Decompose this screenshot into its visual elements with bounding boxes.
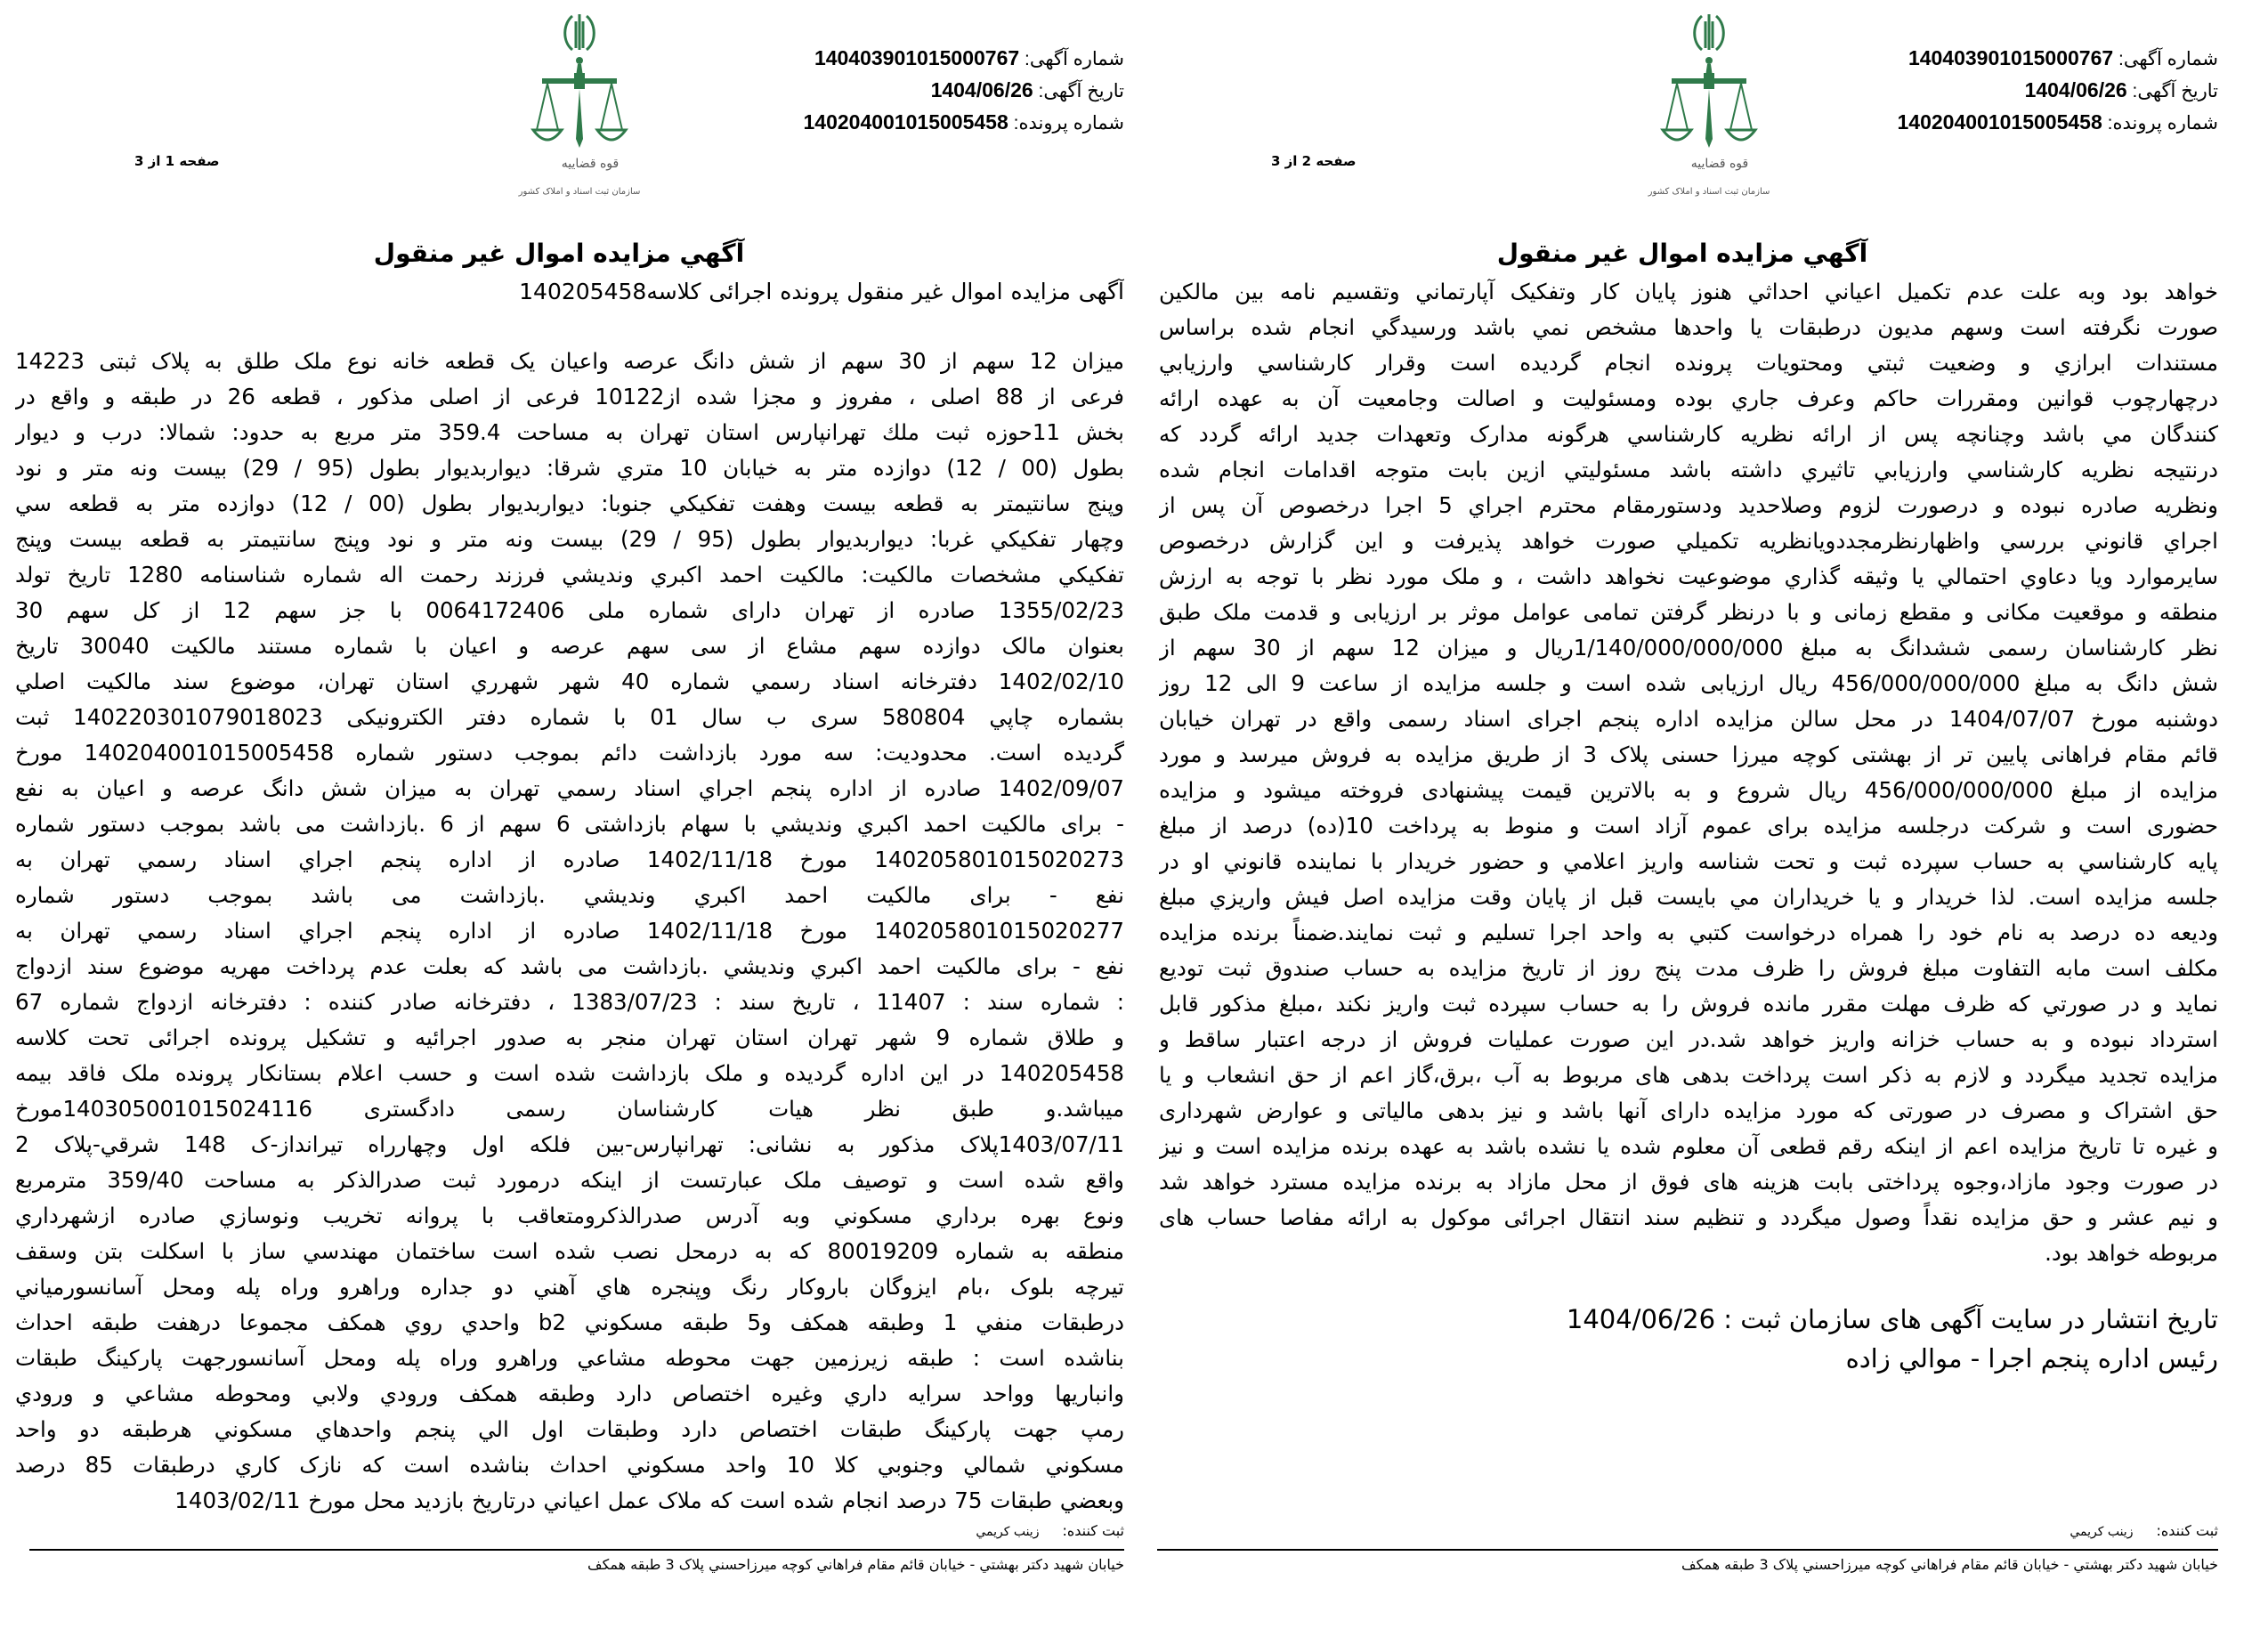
- logo-text-bottom: سازمان ثبت اسناد و املاک کشور: [518, 187, 641, 197]
- body-line: 1402/09/07 صادره از اداره پنجم اجراي اسناد رسمي تهران به میزان شش دانگ عرصه و اعیان به نفع: [15, 775, 1124, 801]
- notice-header: [1898, 43, 2218, 139]
- registrar-name: زینب کریمي: [2070, 1525, 2134, 1539]
- publish-label: تاریخ انتشار در سایت آگهی های سازمان ثبت :: [1723, 1304, 2218, 1334]
- body-line: مستندات ابرازي و وضعیت ثبتي ومحتویات پرونده انجام گردیده است وقرار کارشناسي وارزیابي: [1159, 350, 2218, 376]
- file-number-label: شماره پرونده:: [1013, 113, 1124, 134]
- body-line: وانباریها وواحد سرایه داري وغیره اختصاص دارد وطبقه همکف ورودي ولابي ومحوطه مشاعي و ورودي: [15, 1381, 1124, 1406]
- body-line: بشماره چاپي 580804 سری ب سال 01 با شماره دفتر الکترونیکی 140220301079018023 ثبت: [15, 704, 1124, 730]
- body-line: و نیم عشر و حق مزایده نقداً وصول میگردد و تنظیم سند انتقال اجرائی موکول به ارائه مفاصا حساب های: [1159, 1204, 2218, 1230]
- ad-number: 140403901015000767: [1908, 46, 2114, 69]
- logo-text-bottom: سازمان ثبت اسناد و املاک کشور: [1648, 187, 1770, 197]
- scales-of-justice-icon: [517, 5, 642, 201]
- registrar: [2070, 1522, 2218, 1539]
- notice-page-2: [1157, 0, 2218, 1629]
- registrar-name: زینب کریمي: [976, 1525, 1040, 1539]
- file-number: 140204001015005458: [803, 110, 1008, 134]
- file-number-label: شماره پرونده:: [2107, 113, 2218, 134]
- body-line: بخش 11حوزه ثبت ملك تهرانپارس استان تهران به مساحت 359.4 متر مربع به حدود: شمالا: درب و دیوار: [15, 419, 1124, 445]
- body-line: مزایده تجدید میگردد و لازم به ذکر است پرداخت بدهی های مربوط به آب ،برق،گاز اعم از حق انشعاب و یا: [1159, 1062, 2218, 1088]
- body-line: رمپ جهت پارکینگ طبقات اختصاص دارد وطبقات اول الي پنجم واحدهاي مسکوني هرطبقه دو واحد: [15, 1416, 1124, 1442]
- page-number: صفحه 1 از 3: [134, 153, 220, 169]
- ad-number-label: شماره آگهی:: [2118, 49, 2218, 69]
- body-line: نفع - برای مالکیت احمد اکبري وندیشي .بازداشت می باشد که بعلت عدم پرداخت مهریه موضوع سند ازدواج: [15, 953, 1124, 979]
- body-line: نظر کارشناسان رسمی ششدانگ به مبلغ 1/140/000/000/000ریال و میزان 12 سهم از 30 سهم از: [1159, 635, 2218, 661]
- body-line: حق اشتراک و مصرف در صورتی که مورد مزایده دارای آنها باشد و نیز بدهی مالیاتی و عوارض شهرداری: [1159, 1098, 2218, 1123]
- body-line: گردیده است. محدودیت: سه مورد بازداشت دائم بموجب دستور شماره 140204001015005458 مورخ: [15, 740, 1124, 766]
- body-line: - برای مالکیت احمد اکبري وندیشي با سهام بازداشتی 6 سهم از 6 .بازداشت می باشد بموجب دستور شماره: [15, 811, 1124, 837]
- notice-header: [804, 43, 1124, 139]
- body-line: وچهار تفکیکي غربا: دیواربدیوار بطول (95 / 29) بیست ونه متر و نود وپنج سانتیمتر به قطعه بیست وپنج: [15, 526, 1124, 552]
- footer-divider: [29, 1549, 1124, 1551]
- body-line: مزایده از مبلغ 456/000/000/000 ریال شروع و به بالاترین قیمت پیشنهادی فروخته میشود و مزایده: [1159, 777, 2218, 803]
- notice-lead: آگهی مزایده اموال غیر منقول پرونده اجرائی کلاسه140205458: [519, 279, 1124, 304]
- body-line: ونوع بهره برداري مسکوني وبه آدرس صدرالذکرومتعاقب با پروانه تخریب ونوسازي صادره ازشهرداري: [15, 1203, 1124, 1228]
- body-line: میباشد.و طبق نظر هیات کارشناسان رسمی دادگستری 140305001015024116مورخ: [15, 1096, 1124, 1122]
- body-line: درطبقات منفي 1 وطبقه همکف و5 طبقه مسکوني b2 واحدي روي همکف مجموعا درهفت طبقه احداث: [15, 1309, 1124, 1335]
- body-line: 140205458 در این اداره گردیده و ملک بازداشت شده است و حسب اعلام بستانکار پرونده ملک فاقد بیمه: [15, 1060, 1124, 1086]
- body-line: و طلاق شماره 9 شهر تهران استان تهران منجر به صدور اجرائیه و تشکیل پرونده اجرائی تحت کلاسه: [15, 1025, 1124, 1050]
- body-line: 140205801015020277 مورخ 1402/11/18 صادره از اداره پنجم اجراي اسناد رسمي تهران به: [15, 918, 1124, 944]
- body-line: دوشنبه مورخ 1404/07/07 در محل سالن مزایده اداره پنجم اجرای اسناد رسمی واقع در تهران خیابان: [1159, 706, 2218, 732]
- body-line: میزان 12 سهم از 30 سهم از شش دانگ عرصه واعیان یک قطعه خانه نوع ملک طلق به پلاک ثبتی 14223: [15, 348, 1124, 374]
- page-title: آگهي مزايده اموال غير منقول: [373, 239, 745, 268]
- footer-divider: [1157, 1549, 2218, 1551]
- publish-date: 1404/06/26: [1566, 1304, 1716, 1334]
- body-line: مسکوني شمالي وجنوبي کلا 10 واحد مسکوني احداث بناشده است که نازک کاري درطبقات 85 درصد: [15, 1452, 1124, 1478]
- ad-number-label: شماره آگهی:: [1025, 49, 1124, 69]
- ad-date-label: تاریخ آگهی:: [1038, 81, 1124, 101]
- body-line: درچهارچوب قوانین ومقررات حاکم وعرف جاري بوده ومسئولیت و اصالت وجامعیت آن به عهده ارائه: [1159, 385, 2218, 411]
- body-line: در صورت وجود مازاد،وجوه پرداختی بابت هزینه های فوق از محل مازاد به برنده مزایده مسترد خواهد شد: [1159, 1169, 2218, 1195]
- page-number: صفحه 2 از 3: [1271, 153, 1357, 169]
- body-line: 1402/02/10 دفترخانه اسناد رسمي شماره 40 شهر شهرري استان تهران، موضوع سند مالکیت اصلي: [15, 669, 1124, 694]
- body-line: نفع - برای مالکیت احمد اکبري وندیشي .بازداشت می باشد بموجب دستور شماره: [15, 882, 1124, 908]
- notice-body: [15, 274, 1124, 1519]
- publication-info: [1567, 1300, 2218, 1378]
- signatory: رئیس اداره پنجم اجرا - موالي زاده: [1845, 1343, 2218, 1374]
- body-line: بعنوان مالک دوازده سهم مشاع از سی سهم عرصه و اعیان با شماره مستند مالکیت 30040 تاریخ: [15, 633, 1124, 659]
- scales-of-justice-icon: [1647, 5, 1771, 201]
- logo-text-top: قوه قضاییه: [561, 157, 620, 171]
- body-line: مربوطه خواهد بود.: [2045, 1240, 2218, 1266]
- body-line: ونظریه صادره نبوده و درصورت لزوم وصلاحدید ودستورمقام محترم اجراي 5 اجرا درخصوص آن پس از: [1159, 492, 2218, 518]
- notice-body: [1159, 274, 2218, 1271]
- body-line: فرعی از 88 اصلی ، مفروز و مجزا شده از10122 فرعی از اصلی مذکور ، قطعه 26 در طبقه و واقع در: [15, 384, 1124, 409]
- ad-date-label: تاریخ آگهی:: [2132, 81, 2218, 101]
- page-title: آگهي مزايده اموال غير منقول: [1496, 239, 1868, 268]
- logo-text-top: قوه قضاییه: [1690, 157, 1749, 171]
- body-line: مکلف است مابه التفاوت مبلغ فروش را ظرف مدت پنج روز از تاریخ مزایده به حساب صندوق ثبت تودیع: [1159, 955, 2218, 981]
- ad-date: 1404/06/26: [2024, 78, 2127, 101]
- body-line: پایه کارشناسي به حساب سپرده ثبت و تحت شناسه واریز اعلامي و حضور خریدار با نماینده قانوني او در: [1159, 848, 2218, 874]
- registrar: [976, 1522, 1124, 1539]
- judiciary-logo: [517, 5, 642, 201]
- body-line: تفکیکي مشخصات مالکیت: مالکیت احمد اکبري وندیشي فرزند رحمت اله شماره شناسنامه 1280 تاریخ تولد: [15, 562, 1124, 588]
- body-line: ودیعه ده درصد به نام خود را همراه درخواست کتبي به واحد اجرا تسلیم و ثبت نمایند.ضمناً برنده مزایده: [1159, 920, 2218, 945]
- office-address: خیابان شهید دکتر بهشتي - خیابان قائم مقام فراهاني کوچه میرزاحسني پلاک 3 طبقه همکف: [1681, 1556, 2218, 1573]
- judiciary-logo: [1647, 5, 1771, 201]
- body-line: : شماره سند : 11407 ، تاریخ سند : 1383/07/23 ، دفترخانه صادر کننده : دفترخانه ازدواج شماره 67: [15, 989, 1124, 1015]
- body-line: درنتیجه نظریه کارشناسي وارزیابي تاثیري داشته باشد مسئولیتي ازین بابت متوجه اقدامات انجام شده: [1159, 457, 2218, 482]
- body-line: قائم مقام فراهانی پایین تر از بهشتی کوچه میرزا حسنی پلاک 3 از طریق مزایده به فروش میرسد و مورد: [1159, 742, 2218, 767]
- body-line: واقع شده است و توصیف ملک عبارتست از اینکه درمورد ثبت صدرالذکر به مساحت 359/40 مترمربع: [15, 1167, 1124, 1193]
- body-line: جلسه مزایده است. لذا خریدار و یا خریداران مي بایست قبل از پایان وقت مزایده اصل فیش واریزي مبلغ: [1159, 884, 2218, 910]
- body-line: بطول (00 / 12) دوازده متر به خیابان 10 متري شرقا: دیواربدیوار بطول (95 / 29) بیست ونه متر و نود: [15, 455, 1124, 481]
- body-line: صورت نگرفته است وسهم مدیون درطبقات یا واحدها مشخص نمي باشد ورسیدگي انجام شده براساس: [1159, 314, 2218, 340]
- body-line: 1355/02/23 صادره از تهران دارای شماره ملی 0064172406 با جز سهم 12 از کل سهم 30: [15, 597, 1124, 623]
- body-line: نماید و در صورتي که ظرف مهلت مقرر مانده فروش را به حساب سپرده ثبت واریز نکند ،مبلغ مذکور قابل: [1159, 991, 2218, 1017]
- body-line: اجراي قانوني بررسي واظهارنظرمجددویانظریه تکمیلي صورت خواهد پذیرفت و این گزارش درخصوص: [1159, 528, 2218, 554]
- body-line: منطقه و موقعیت مکانی و مقطع زمانی و با درنظر گرفتن تمامی عوامل موثر بر ارزیابی و قدمت ملک طبق: [1159, 599, 2218, 625]
- ad-date: 1404/06/26: [930, 78, 1033, 101]
- file-number: 140204001015005458: [1897, 110, 2102, 134]
- body-line: کنندگان مي باشد وچنانچه پس از ارائه نظریه کارشناسي هرگونه مدارک وتعهدات جدید ارائه گردد که: [1159, 421, 2218, 447]
- office-address: خیابان شهید دکتر بهشتي - خیابان قائم مقام فراهاني کوچه میرزاحسني پلاک 3 طبقه همکف: [587, 1556, 1124, 1573]
- body-line: وبعضي طبقات 75 درصد انجام شده است که ملاک عمل اعیاني درتاریخ بازدید محل مورخ 1403/02/11: [174, 1487, 1124, 1513]
- body-line: وپنج سانتیمتر به قطعه بیست وهفت تفکیکي جنوبا: دیواربدیوار بطول (00 / 12) دوازده متر به قطعه سي: [15, 490, 1124, 516]
- notice-page-1: [12, 0, 1124, 1629]
- body-line: بناشده است : طبقه زیرزمین جهت محوطه مشاعي وراهرو وراه پله ومحل آسانسورجهت پارکینگ طبقات: [15, 1345, 1124, 1371]
- body-line: حضوری است و شرکت درجلسه مزایده برای عموم آزاد است و منوط به پرداخت 10(ده) درصد از مبلغ: [1159, 813, 2218, 839]
- body-line: تیرچه بلوک ،بام ایزوگان باروکار رنگ وپنجره هاي آهني دو جداره وراهرو وراه پله ومحل آسانسورمیاني: [15, 1274, 1124, 1300]
- body-line: و غیره تا تاریخ مزایده اعم از اینکه رقم قطعی آن معلوم شده یا نشده باشد به عهده برنده مزایده است و نیز: [1159, 1133, 2218, 1159]
- body-line: سایرموارد ویا دعاوي احتمالي یا وثیقه گذاري موضوعیت نخواهد داشت ، و ملک مورد نظر با توجه به ارزش: [1159, 563, 2218, 589]
- body-line: استرداد نبوده و به حساب خزانه واریز خواهد شد.در این صورت عملیات فروش از درجه اعتبار ساقط و: [1159, 1026, 2218, 1052]
- body-line: خواهد بود وبه علت عدم تکمیل اعیاني احداثي هنوز پایان کار وتفکیک آپارتماني وتقسیم نامه بین مالکین: [1159, 279, 2218, 304]
- body-line: شش دانگ به مبلغ 456/000/000/000 ریال ارزیابی شده است و جلسه مزایده از ساعت 9 الی 12 روز: [1159, 670, 2218, 696]
- ad-number: 140403901015000767: [814, 46, 1020, 69]
- registrar-label: ثبت کننده:: [1062, 1522, 1124, 1539]
- body-line: 140205801015020273 مورخ 1402/11/18 صادره از اداره پنجم اجراي اسناد رسمي تهران به: [15, 847, 1124, 872]
- registrar-label: ثبت کننده:: [2156, 1522, 2218, 1539]
- body-line: منطقه به شماره 80019209 که به درمحل نصب شده است ساختمان مهندسي ساز با اسکلت بتن وسقف: [15, 1238, 1124, 1264]
- body-line: 1403/07/11پلاک مذکور به نشانی: تهرانپارس-بین فلکه اول وچهارراه تیرانداز-ک 148 شرقي-پلاک 2: [15, 1131, 1124, 1157]
